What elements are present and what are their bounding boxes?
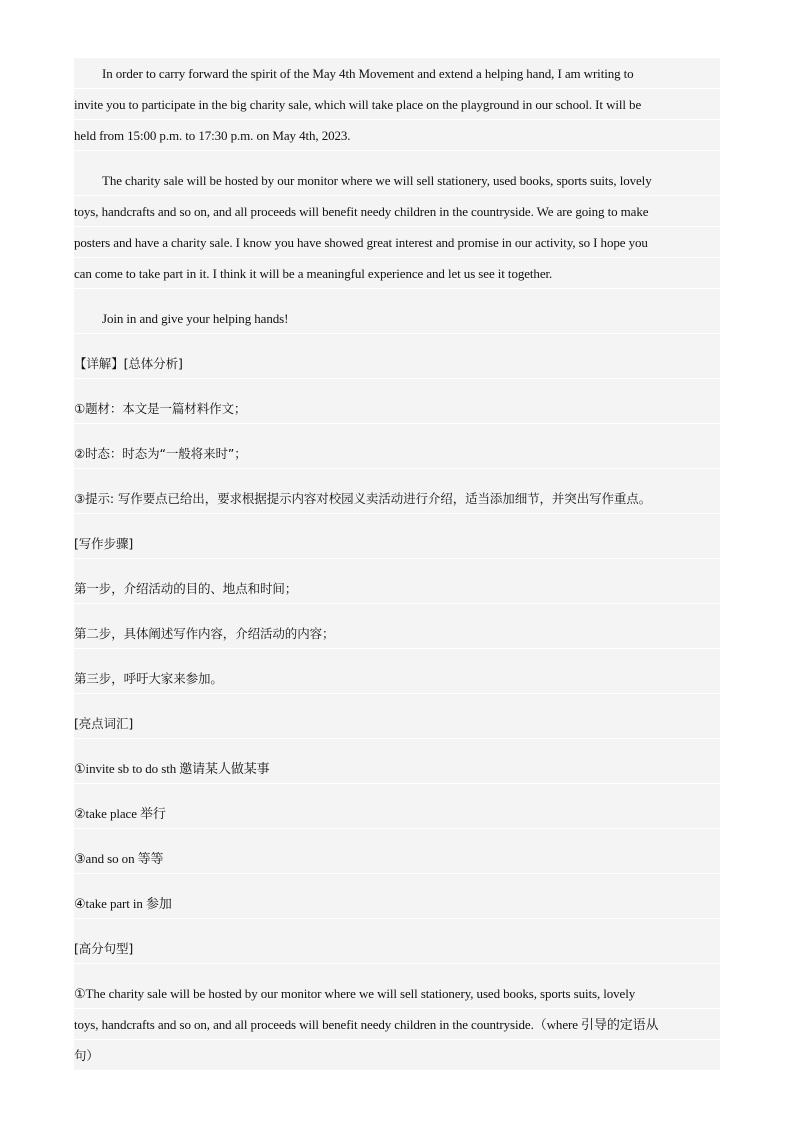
step-2: 第二步，具体阐述写作内容，介绍活动的内容； [74, 618, 720, 649]
step-3: 第三步，呼吁大家来参加。 [74, 663, 720, 694]
overall-item-3: ③提示: 写作要点已给出，要求根据提示内容对校园义卖活动进行介绍，适当添加细节，并突出写作重点。 [74, 483, 720, 514]
essay-p1-line1: In order to carry forward the spirit of the May 4th Movement and extend a helping hand, I am writing to [74, 58, 720, 89]
essay-p3: Join in and give your helping hands! [74, 303, 720, 334]
sentence-line-1: ①The charity sale will be hosted by our monitor where we will sell stationery, used books, sports suits, lovely [74, 978, 720, 1009]
overall-item-1: ①题材：本文是一篇材料作文； [74, 393, 720, 424]
vocab-item-4: ④take part in 参加 [74, 888, 720, 919]
vocab-item-1: ①invite sb to do sth 邀请某人做某事 [74, 753, 720, 784]
step-1: 第一步，介绍活动的目的、地点和时间； [74, 573, 720, 604]
analysis-section [74, 348, 720, 1071]
vocab-item-2: ②take place 举行 [74, 798, 720, 829]
essay-p2-line1: The charity sale will be hosted by our monitor where we will sell stationery, used books, sports suits, lovely [74, 165, 720, 196]
vocab-item-3: ③and so on 等等 [74, 843, 720, 874]
essay-p2-line3: posters and have a charity sale. I know you have showed great interest and promise in our activity, so I hope you [74, 227, 720, 258]
sentence-heading: [高分句型] [74, 933, 720, 964]
essay-p1-line3: held from 15:00 p.m. to 17:30 p.m. on May 4th, 2023. [74, 120, 720, 151]
essay-p1-line2: invite you to participate in the big charity sale, which will take place on the playground in our school. It will be [74, 89, 720, 120]
overall-item-2: ②时态：时态为“一般将来时”； [74, 438, 720, 469]
answer-content [74, 58, 720, 1071]
sentence-line-3: 句） [74, 1040, 720, 1071]
analysis-heading: 【详解】[总体分析] [74, 348, 720, 379]
essay-p2-line4: can come to take part in it. I think it will be a meaningful experience and let us see it together. [74, 258, 720, 289]
model-essay [74, 58, 720, 348]
vocab-heading: [亮点词汇] [74, 708, 720, 739]
steps-heading: [写作步骤] [74, 528, 720, 559]
essay-p2-line2: toys, handcrafts and so on, and all proceeds will benefit needy children in the countryside. We are going to make [74, 196, 720, 227]
sentence-line-2: toys, handcrafts and so on, and all proceeds will benefit needy children in the countryside.（where 引导的定语从 [74, 1009, 720, 1040]
